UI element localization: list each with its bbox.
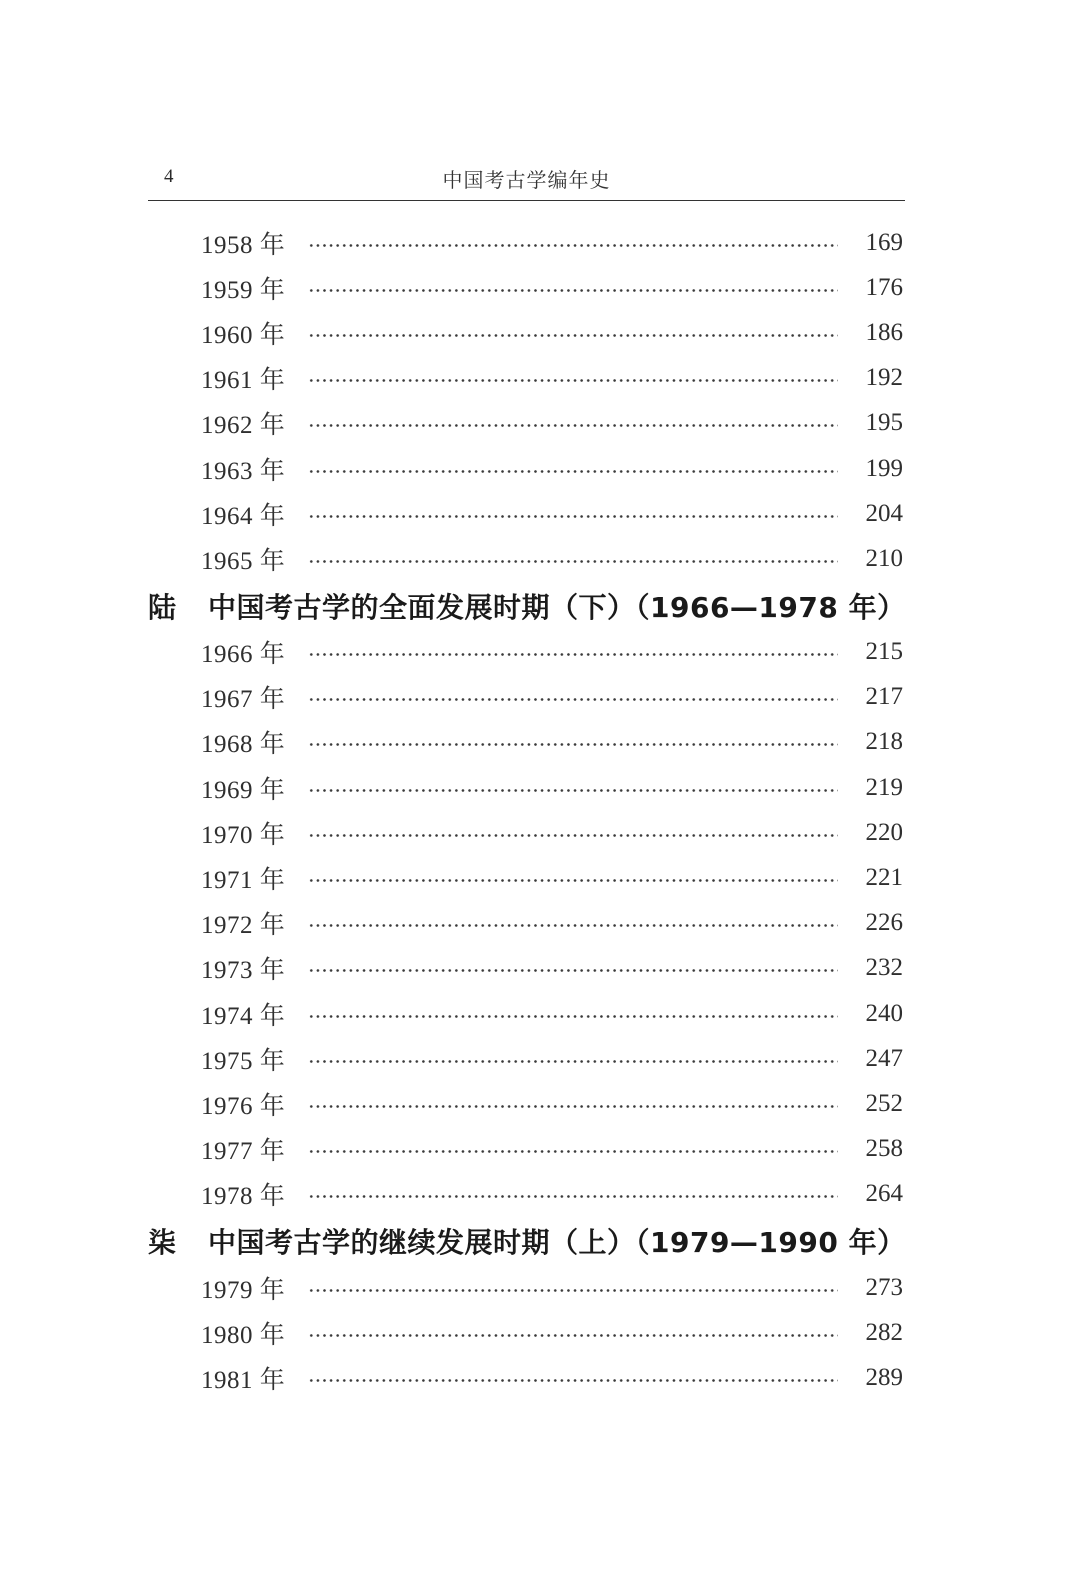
entry-year-label: 1976 年 [201, 1092, 286, 1120]
entry-year-label: 1961 年 [201, 367, 286, 395]
entry-page-number: 192 [865, 364, 903, 392]
entry-page-number: 221 [865, 864, 903, 892]
dot-leader [308, 743, 838, 746]
entry-page-number: 264 [865, 1180, 903, 1208]
dot-leader [308, 1334, 838, 1337]
dot-leader [308, 560, 838, 563]
toc-entry[interactable] [148, 1081, 905, 1126]
entry-page-number: 219 [865, 773, 903, 801]
table-of-contents [148, 220, 905, 1401]
section-title: 中国考古学的全面发展时期（下）（1966—1978 年） [208, 590, 906, 624]
entry-page-number: 289 [865, 1363, 903, 1391]
section-numeral: 陆 [148, 590, 177, 624]
toc-entry[interactable] [148, 630, 905, 675]
dot-leader [308, 1015, 838, 1018]
entry-year-label: 1972 年 [201, 912, 286, 940]
toc-entry[interactable] [148, 675, 905, 720]
entry-page-number: 204 [865, 499, 903, 527]
entry-page-number: 226 [865, 909, 903, 937]
dot-leader [308, 698, 838, 701]
entry-year-label: 1969 年 [201, 776, 286, 804]
toc-entry[interactable] [148, 1265, 905, 1310]
entry-year-label: 1964 年 [201, 502, 286, 530]
dot-leader [308, 924, 838, 927]
entry-year-label: 1980 年 [201, 1321, 286, 1349]
dot-leader [308, 515, 838, 518]
toc-entry[interactable] [148, 1172, 905, 1217]
entry-page-number: 282 [865, 1318, 903, 1346]
entry-year-label: 1958 年 [201, 231, 286, 259]
dot-leader [308, 653, 838, 656]
dot-leader [308, 1060, 838, 1063]
toc-entry[interactable] [148, 1036, 905, 1081]
dot-leader [308, 1195, 838, 1198]
entry-year-label: 1959 年 [201, 276, 286, 304]
toc-entry[interactable] [148, 265, 905, 310]
entry-year-label: 1975 年 [201, 1047, 286, 1075]
toc-entry[interactable] [148, 720, 905, 765]
dot-leader [308, 289, 838, 292]
toc-entry[interactable] [148, 356, 905, 401]
entry-page-number: 252 [865, 1089, 903, 1117]
entry-year-label: 1981 年 [201, 1366, 286, 1394]
toc-entry[interactable] [148, 446, 905, 491]
entry-page-number: 247 [865, 1044, 903, 1072]
entry-year-label: 1967 年 [201, 686, 286, 714]
toc-entry[interactable] [148, 536, 905, 581]
toc-entry[interactable] [148, 991, 905, 1036]
entry-year-label: 1966 年 [201, 641, 286, 669]
dot-leader [308, 1379, 838, 1382]
toc-entry[interactable] [148, 220, 905, 265]
dot-leader [308, 424, 838, 427]
section-heading[interactable] [148, 582, 905, 630]
toc-entry[interactable] [148, 310, 905, 355]
toc-entry[interactable] [148, 1355, 905, 1400]
toc-entry[interactable] [148, 491, 905, 536]
entry-year-label: 1962 年 [201, 412, 286, 440]
entry-year-label: 1974 年 [201, 1002, 286, 1030]
entry-page-number: 220 [865, 818, 903, 846]
entry-page-number: 195 [865, 409, 903, 437]
running-header [148, 160, 905, 201]
book-title: 中国考古学编年史 [442, 168, 611, 192]
entry-page-number: 232 [865, 954, 903, 982]
entry-page-number: 215 [865, 638, 903, 666]
page-number: 4 [164, 166, 174, 187]
dot-leader [308, 1289, 838, 1292]
toc-entry[interactable] [148, 1127, 905, 1172]
toc-entry[interactable] [148, 1310, 905, 1355]
toc-entry[interactable] [148, 765, 905, 810]
dot-leader [308, 379, 838, 382]
dot-leader [308, 879, 838, 882]
toc-entry[interactable] [148, 855, 905, 900]
dot-leader [308, 1105, 838, 1108]
toc-entry[interactable] [148, 810, 905, 855]
entry-year-label: 1971 年 [201, 867, 286, 895]
entry-page-number: 210 [865, 544, 903, 572]
dot-leader [308, 1150, 838, 1153]
section-numeral: 柒 [148, 1225, 177, 1259]
section-heading[interactable] [148, 1217, 905, 1265]
entry-page-number: 218 [865, 728, 903, 756]
entry-year-label: 1978 年 [201, 1183, 286, 1211]
entry-page-number: 273 [865, 1273, 903, 1301]
entry-page-number: 186 [865, 318, 903, 346]
entry-page-number: 258 [865, 1135, 903, 1163]
dot-leader [308, 244, 838, 247]
entry-year-label: 1977 年 [201, 1138, 286, 1166]
dot-leader [308, 789, 838, 792]
section-title: 中国考古学的继续发展时期（上）（1979—1990 年） [208, 1225, 906, 1259]
toc-entry[interactable] [148, 401, 905, 446]
entry-page-number: 169 [865, 228, 903, 256]
entry-page-number: 217 [865, 683, 903, 711]
dot-leader [308, 334, 838, 337]
toc-entry[interactable] [148, 946, 905, 991]
entry-year-label: 1979 年 [201, 1276, 286, 1304]
entry-page-number: 176 [865, 273, 903, 301]
entry-year-label: 1970 年 [201, 821, 286, 849]
entry-year-label: 1968 年 [201, 731, 286, 759]
dot-leader [308, 470, 838, 473]
entry-year-label: 1965 年 [201, 547, 286, 575]
entry-page-number: 240 [865, 999, 903, 1027]
entry-page-number: 199 [865, 454, 903, 482]
entry-year-label: 1973 年 [201, 957, 286, 985]
dot-leader [308, 969, 838, 972]
dot-leader [308, 834, 838, 837]
entry-year-label: 1960 年 [201, 321, 286, 349]
toc-entry[interactable] [148, 901, 905, 946]
entry-year-label: 1963 年 [201, 457, 286, 485]
